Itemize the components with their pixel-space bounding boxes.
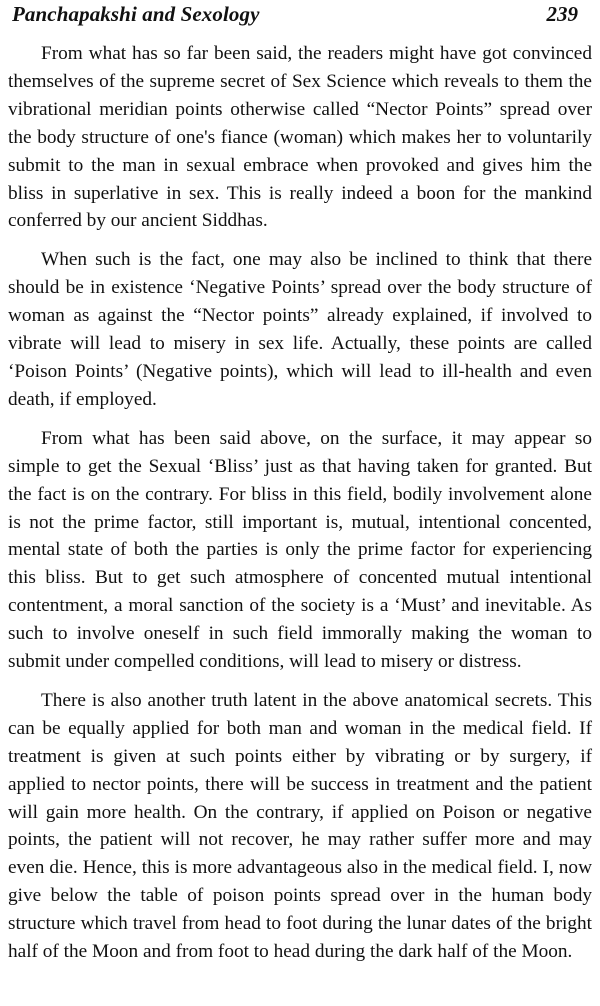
paragraph: From what has so far been said, the readers might have got convinced themselves of the supreme secret of Sex Science which reveals to them the vibrational meridian points otherwise called “Nector Points” spread over the body structure of one's fiance (woman) which makes her to voluntarily submit to the man in sexual embrace when provoked and gives him the bliss in superlative in sex. This is really indeed a boon for the mankind conferred by our ancient Siddhas. (8, 43, 592, 232)
page-number: 239 (546, 2, 578, 26)
paragraph: There is also another truth latent in the above anatomical secrets. This can be equally applied for both man and woman in the medical field. If treatment is given at such points either by vibrating or by surgery, if applied to nector points, there will be success in treatment and the patient will gain more health. On the contrary, if applied on Poison or negative points, the patient will not recover, he may rather suffer more and may even die. Hence, this is more advantageous also in the medical field. I, now give below the table of poison points spread over in the human body structure which travel from head to foot during the lunar dates of the bright half of the Moon and from foot to head during the dark half of the Moon. (8, 689, 592, 963)
paragraph: From what has been said above, on the surface, it may appear so simple to get the Sexual ‘Bliss’ just as that having taken for granted. But the fact is on the contrary. For bliss in this field, bodily involvement alone is not the prime factor, still important is, mutual, intentional concented, mental state of both the parties is only the prime factor for experiencing this bliss. But to get such atmosphere of concented mutual intentional contentment, a moral sanction of the society is a ‘Must’ and inevitable. As such to involve oneself in such field immorally making the woman to submit under compelled conditions, will lead to misery or distress. (8, 427, 592, 673)
body-text (8, 40, 592, 966)
paragraph: When such is the fact, one may also be inclined to think that there should be in existence ‘Negative Points’ spread over the body structure of woman as against the “Nector points” already explained, if involved to vibrate will lead to misery in sex life. Actually, these points are called ‘Poison Points’ (Negative points), which will lead to ill-health and even death, if employed. (8, 249, 592, 410)
running-title: Panchapakshi and Sexology (12, 2, 260, 26)
running-head (8, 2, 592, 26)
